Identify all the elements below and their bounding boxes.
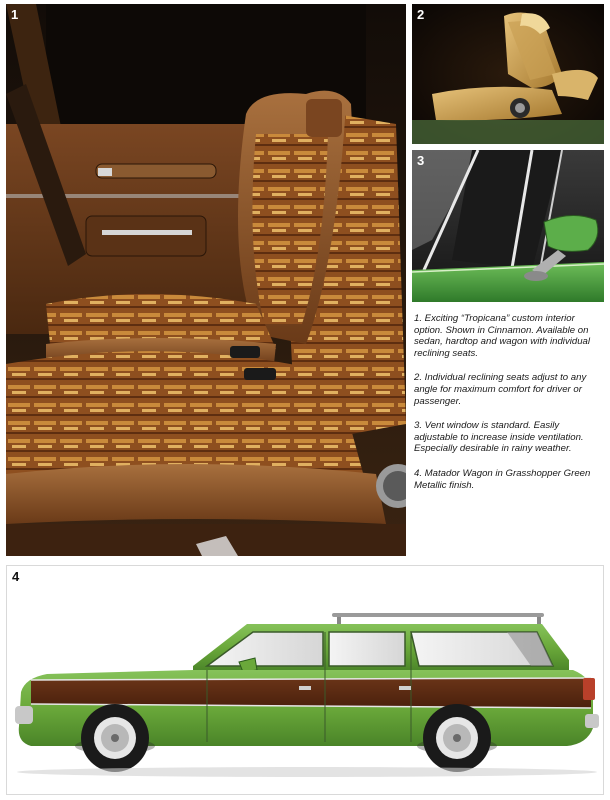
- photo-vent-window: [412, 150, 604, 302]
- caption-1: 1. Exciting “Tropicana” custom interior option. Shown in Cinnamon. Available on sedan, hardtop and wagon with individual reclining seats.: [414, 313, 591, 359]
- caption-3: 3. Vent window is standard. Easily adjustable to increase inside ventilation. Especially desirable in rainy weather.: [414, 420, 584, 455]
- caption-4: 4. Matador Wagon in Grasshopper Green Metallic finish.: [414, 467, 591, 491]
- caption-list: [414, 313, 604, 504]
- panel-number: 3: [417, 153, 425, 168]
- photo-reclining-seat: [412, 4, 604, 144]
- interior-seats-illustration: [6, 4, 406, 556]
- wagon-illustration: [7, 566, 603, 794]
- panel-number: 1: [11, 7, 19, 22]
- panel-number: 4: [12, 569, 20, 584]
- caption-2: 2. Individual reclining seats adjust to any angle for maximum comfort for driver or passenger.: [414, 372, 587, 407]
- photo-matador-wagon: [6, 565, 604, 795]
- panel-number: 2: [417, 7, 425, 22]
- reclining-seat-illustration: [412, 4, 604, 144]
- photo-interior-seats: [6, 4, 406, 556]
- vent-window-illustration: [412, 150, 604, 302]
